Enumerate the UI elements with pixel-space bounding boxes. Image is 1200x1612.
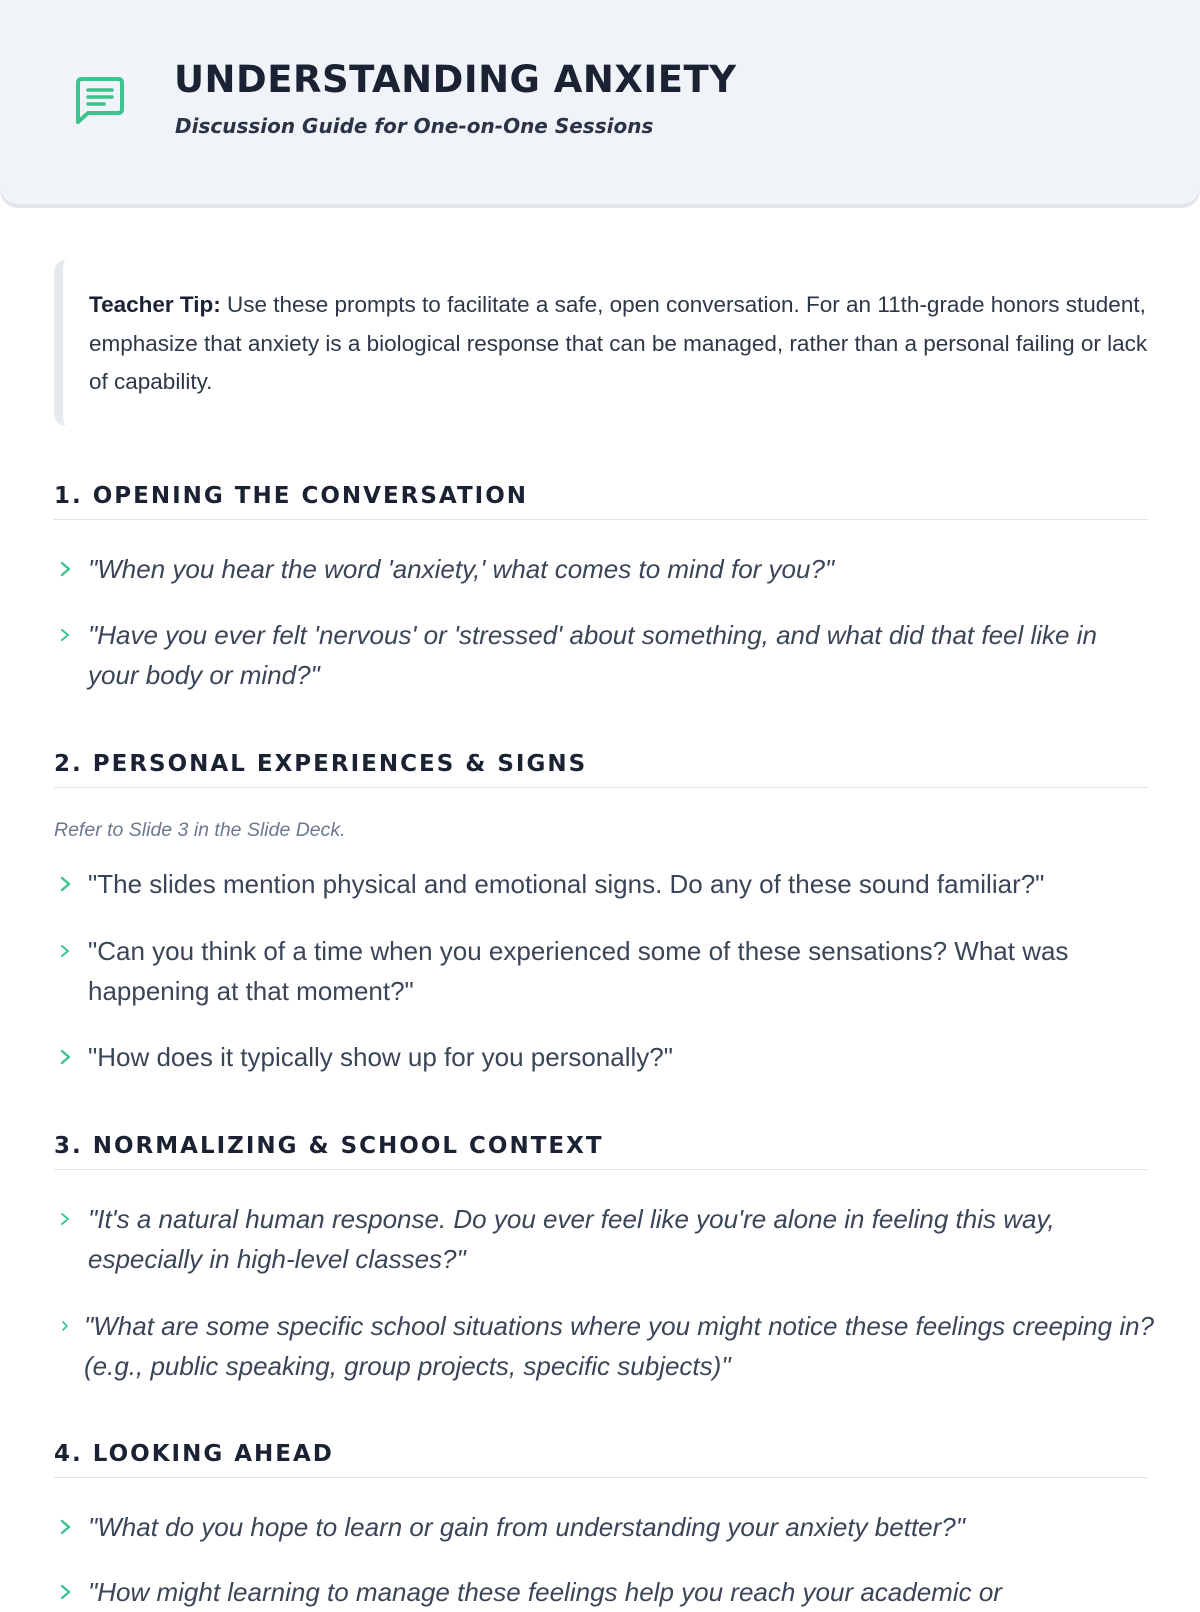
chevron-right-icon <box>58 627 72 643</box>
prompt-item <box>54 615 1154 695</box>
prompt-item <box>54 1572 1154 1612</box>
chevron-right-icon <box>58 561 72 577</box>
page-title: UNDERSTANDING ANXIETY <box>174 58 737 101</box>
prompt-text: "How does it typically show up for you personally?" <box>88 1042 673 1072</box>
prompt-text: "How might learning to manage these feelings help you reach your academic or <box>88 1577 1002 1607</box>
chevron-right-icon <box>58 1049 72 1065</box>
teacher-tip-text: Use these prompts to facilitate a safe, open conversation. For an 11th-grade honors student, emphasize that anxiety is a biological response that can be managed, rather than a personal failing or lack of capability. <box>89 292 1148 394</box>
section-title-opening: 1. OPENING THE CONVERSATION <box>54 483 1148 520</box>
chevron-right-icon <box>58 1584 72 1600</box>
prompt-item <box>54 1306 1154 1386</box>
page-header <box>0 0 1200 204</box>
prompt-item <box>54 1199 1154 1279</box>
section-note: Refer to Slide 3 in the Slide Deck. <box>54 819 346 841</box>
prompt-item <box>54 1507 1154 1547</box>
prompt-item <box>54 931 1154 1011</box>
page-subtitle: Discussion Guide for One-on-One Sessions <box>175 114 654 138</box>
chevron-right-icon <box>58 1211 72 1227</box>
prompt-text: "What are some specific school situations where you might notice these feelings creeping in? (e.g., public speaking, group projects, specific subjects)" <box>84 1311 1155 1381</box>
teacher-tip-label: Teacher Tip: <box>89 292 221 317</box>
section-title-experiences: 2. PERSONAL EXPERIENCES & SIGNS <box>54 751 1148 788</box>
prompt-text: "Can you think of a time when you experienced some of these sensations? What was happening at that moment?" <box>88 936 1069 1006</box>
chevron-right-icon <box>58 943 72 959</box>
prompt-text: "It's a natural human response. Do you ever feel like you're alone in feeling this way, especially in high-level classes?" <box>88 1204 1055 1274</box>
section-title-looking-ahead: 4. LOOKING AHEAD <box>54 1441 1148 1478</box>
chevron-right-icon <box>58 876 72 892</box>
prompt-item <box>54 1037 1154 1077</box>
chevron-right-icon <box>58 1519 72 1535</box>
prompt-text: "Have you ever felt 'nervous' or 'stressed' about something, and what did that feel like in your body or mind?" <box>88 620 1097 690</box>
teacher-tip-callout <box>54 260 1148 426</box>
prompt-item <box>54 549 1154 589</box>
prompt-item <box>54 864 1154 904</box>
prompt-text: "What do you hope to learn or gain from understanding your anxiety better?" <box>88 1512 965 1542</box>
prompt-text: "The slides mention physical and emotional signs. Do any of these sound familiar?" <box>88 869 1045 899</box>
section-title-normalizing: 3. NORMALIZING & SCHOOL CONTEXT <box>54 1133 1148 1170</box>
prompt-text: "When you hear the word 'anxiety,' what comes to mind for you?" <box>88 554 835 584</box>
chevron-right-icon <box>58 1318 72 1334</box>
message-square-icon <box>74 76 126 128</box>
